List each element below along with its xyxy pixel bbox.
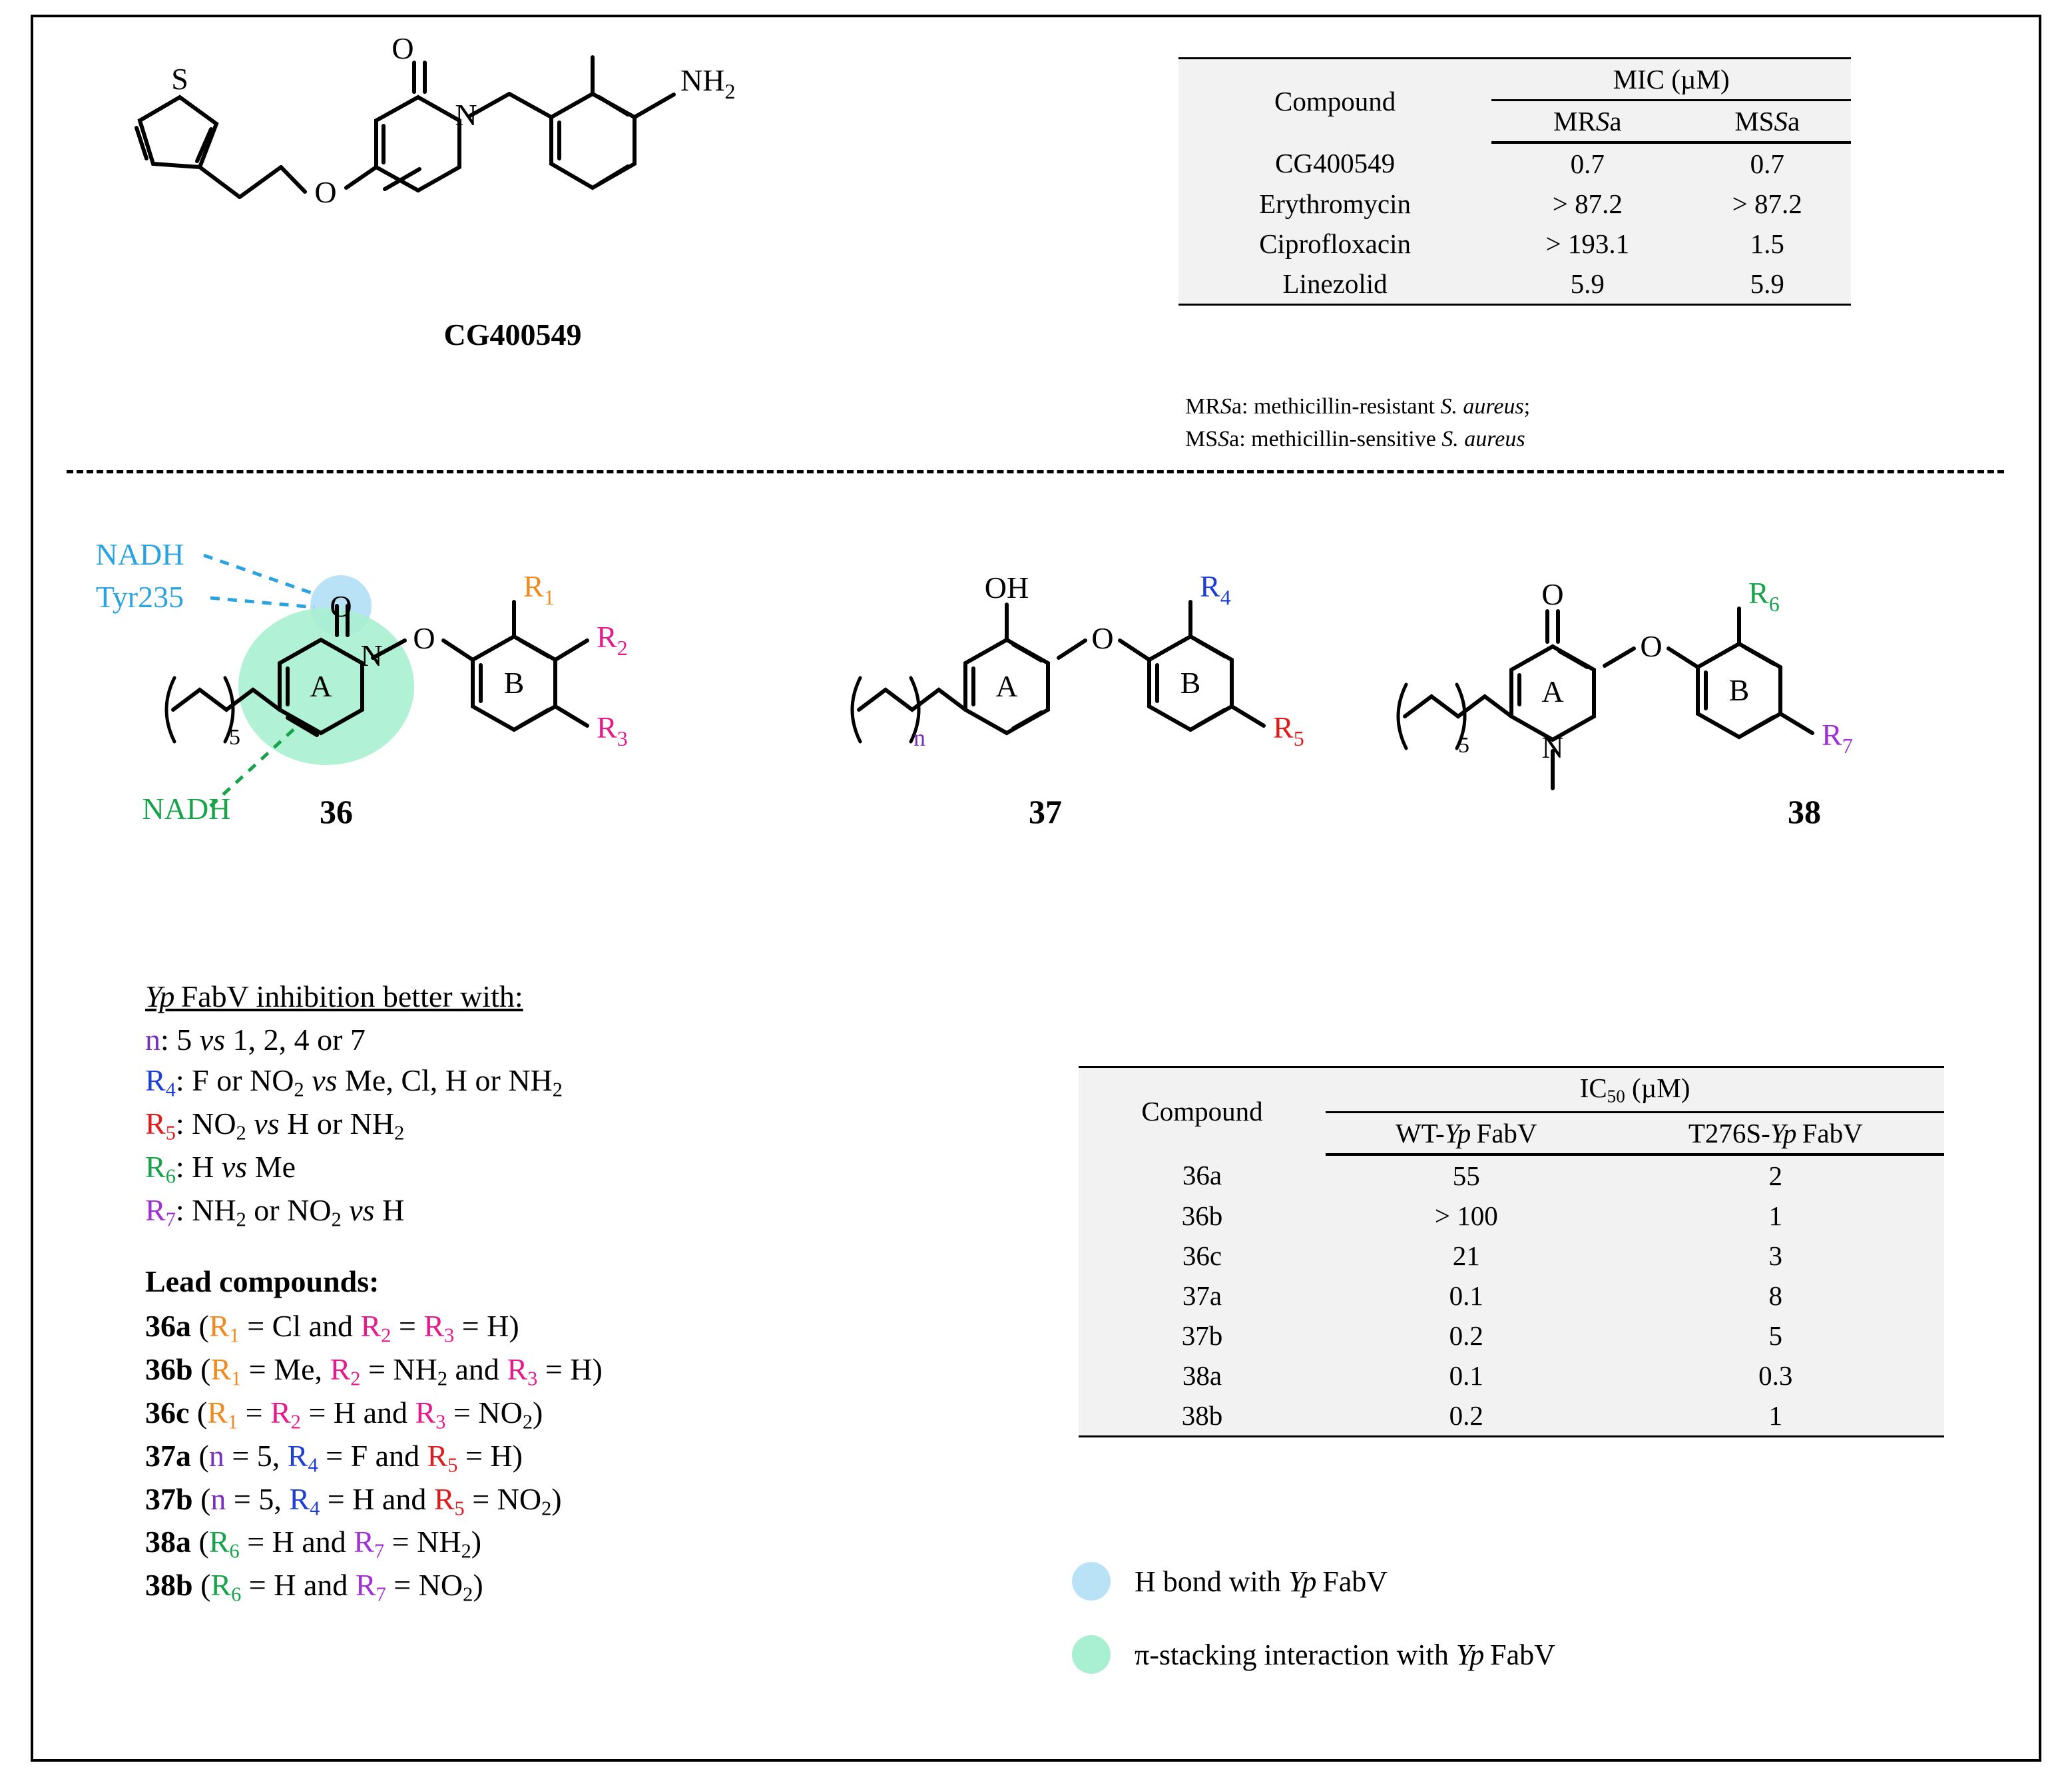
mic-header-mic: MIC (µM)	[1491, 59, 1851, 101]
ic50-cell-mut: 1	[1768, 1200, 1783, 1231]
table-row	[1079, 1196, 1944, 1236]
atom-label-o: O	[330, 589, 352, 623]
pistacking-color-swatch	[1072, 1635, 1111, 1674]
mic-cell-compound: Erythromycin	[1259, 188, 1411, 219]
atom-label-o-ether: O	[314, 175, 337, 209]
ic50-cell-compound: 38a	[1182, 1360, 1222, 1391]
table-row	[1079, 1396, 1944, 1437]
atom-label-o-ether: O	[1640, 629, 1663, 663]
ic50-cell-mut: 1	[1607, 1396, 1944, 1437]
ic50-header-mutant: T276S-Yp FabV	[1607, 1112, 1944, 1154]
mic-header-compound: Compound	[1178, 59, 1491, 143]
nadh-top-label: NADH	[95, 537, 184, 571]
chain-length-n-label: n	[913, 724, 925, 751]
hbond-color-swatch	[1072, 1562, 1111, 1601]
ic50-cell-compound: 36c	[1182, 1240, 1222, 1271]
table-row	[1178, 264, 1851, 305]
table-row	[1079, 1356, 1944, 1396]
legend-label-pistacking: π-stacking interaction with Yp FabV	[1135, 1638, 1555, 1671]
mic-cell-mrsa: 5.9	[1491, 264, 1683, 305]
ring-a-label: A	[1541, 674, 1564, 708]
table-row	[1079, 1316, 1944, 1356]
ic50-cell-wt: 0.2	[1326, 1396, 1607, 1437]
atom-label-o-carbonyl: O	[391, 31, 414, 65]
sar-line-r4: $R_4$: F or $NO_2$ vs Me, Cl, H or $NH_2$	[145, 1063, 563, 1101]
ic50-cell-compound: 36b	[1181, 1200, 1223, 1231]
ic50-cell-mut: 5	[1768, 1320, 1783, 1351]
atom-label-oh: OH	[984, 571, 1029, 605]
nadh-bottom-label: NADH	[142, 792, 231, 826]
ic50-cell-compound: 38b	[1079, 1396, 1326, 1437]
atom-label-o-ether: O	[413, 621, 435, 655]
mic-cell-mrsa: > 193.1	[1545, 228, 1630, 259]
cg400549-structure	[73, 31, 1112, 377]
ic50-cell-compound: 37a	[1182, 1280, 1222, 1311]
ic50-cell-mut: 0.3	[1758, 1360, 1793, 1391]
tyr235-label: Tyr235	[95, 580, 184, 614]
sar-line-n: n: 5 vs 1, 2, 4 or 7	[145, 1023, 366, 1057]
ic50-header-ic50: $IC_{50}$ (µM)	[1326, 1067, 1944, 1113]
mic-footnotes	[1185, 390, 1530, 456]
atom-label-n: N	[1541, 730, 1564, 764]
compound-38-label: 38	[1788, 793, 1821, 830]
scaffold-38	[1365, 523, 2004, 883]
ic50-cell-mut: 2	[1768, 1160, 1783, 1191]
ic50-cell-wt: 0.2	[1449, 1320, 1483, 1351]
ic50-table	[1079, 1066, 1944, 1437]
sar-line-r5: $R_5$: $NO_2$ vs H or $NH_2$	[145, 1107, 405, 1145]
sar-heading: Yp FabV inhibition better with:	[145, 979, 523, 1013]
ring-b-label: B	[1728, 673, 1750, 707]
table-row	[1178, 184, 1851, 224]
sar-line-r6: $R_6$: H vs Me	[145, 1150, 296, 1188]
mic-cell-compound: Ciprofloxacin	[1259, 228, 1411, 259]
mic-header-mssa: MSSa	[1683, 101, 1851, 143]
compound-36-label: 36	[320, 793, 353, 830]
table-row	[1178, 59, 1851, 101]
mic-footnote-2: MSSa: methicillin-sensitive S. aureus	[1185, 427, 1525, 452]
scaffold-36	[73, 523, 766, 883]
mic-table	[1178, 57, 1851, 306]
section-divider	[67, 470, 2004, 473]
cg400549-label: CG400549	[443, 318, 582, 352]
substituent-r6-label: $R_6$	[1748, 576, 1780, 616]
ic50-cell-mut: 8	[1768, 1280, 1783, 1311]
mic-cell-compound: CG400549	[1275, 148, 1396, 178]
compound-37-label: 37	[1029, 793, 1062, 830]
table-row	[1079, 1236, 1944, 1276]
sar-text-block	[145, 976, 603, 1608]
ic50-header-compound: Compound	[1079, 1067, 1326, 1154]
ring-a-label: A	[995, 669, 1018, 703]
mic-cell-mssa: 0.7	[1750, 148, 1784, 179]
table-row	[1079, 1154, 1944, 1196]
lead-compound-37a: 37a (n = 5, $R_4 = F$ and $R_5 = H$)	[145, 1438, 523, 1477]
ring-a-label: A	[310, 669, 332, 703]
legend-label-hbond: H bond with Yp FabV	[1135, 1565, 1388, 1598]
atom-label-o: O	[1541, 577, 1564, 611]
ic50-cell-wt: 0.1	[1449, 1360, 1483, 1391]
lead-compound-37b: 37b (n = 5, $R_4 = H$ and $R_5 = NO_2$)	[145, 1481, 562, 1520]
mic-footnote-1: MRSa: methicillin-resistant S. aureus;	[1185, 394, 1531, 419]
substituent-r7-label: $R_7$	[1822, 718, 1853, 758]
lead-compound-36b: 36b ($R_1 = Me$, $R_2 = NH_2$ and $R_3 = H$)	[145, 1352, 603, 1390]
atom-label-o-ether: O	[1091, 621, 1114, 655]
legend-item-pistacking	[1072, 1635, 1555, 1674]
atom-label-nh2: $NH_2$	[680, 63, 736, 103]
figure-frame	[31, 15, 2041, 1762]
substituent-r3-label: $R_3$	[597, 710, 628, 750]
substituent-r2-label: $R_2$	[597, 620, 628, 660]
scaffold-37	[819, 523, 1352, 883]
atom-label-n: N	[360, 638, 383, 672]
mic-cell-compound: Linezolid	[1178, 264, 1491, 305]
table-row	[1079, 1067, 1944, 1113]
substituent-r4-label: $R_4$	[1200, 569, 1231, 609]
ic50-cell-wt: 0.1	[1449, 1280, 1483, 1311]
table-row	[1079, 1276, 1944, 1316]
substituent-r1-label: $R_1$	[523, 569, 555, 609]
mic-cell-mssa: 5.9	[1683, 264, 1851, 305]
lead-compound-38a: 38a ($R_6 = H$ and $R_7 = NH_2$)	[145, 1525, 482, 1563]
legend-item-hbond	[1072, 1562, 1555, 1601]
ic50-cell-wt: > 100	[1434, 1200, 1498, 1231]
lead-compound-36c: 36c ($R_1 = R_2 = H$ and $R_3 = NO_2$)	[145, 1395, 543, 1433]
chain-length-label: 5	[1458, 733, 1469, 758]
atom-label-s: S	[171, 62, 188, 96]
substituent-r5-label: $R_5$	[1273, 710, 1304, 750]
mic-cell-mssa: > 87.2	[1732, 188, 1802, 219]
lead-compounds-heading: Lead compounds:	[145, 1264, 380, 1298]
ic50-cell-compound: 37b	[1181, 1320, 1223, 1351]
mic-cell-mrsa: 0.7	[1570, 148, 1605, 179]
lead-compound-36a: 36a ($R_1 = Cl$ and $R_2 = R_3 = H$)	[145, 1309, 519, 1347]
table-row	[1178, 224, 1851, 264]
ic50-cell-wt: 21	[1452, 1240, 1480, 1271]
mic-cell-mrsa: > 87.2	[1552, 188, 1623, 219]
ic50-header-wt: WT-Yp FabV	[1326, 1112, 1607, 1154]
ic50-cell-wt: 55	[1452, 1160, 1480, 1191]
ring-b-label: B	[503, 666, 525, 700]
sar-line-r7: $R_7$: $NH_2$ or $NO_2$ vs H	[145, 1192, 405, 1231]
chain-length-label: 5	[229, 725, 240, 750]
table-row	[1178, 142, 1851, 184]
ic50-cell-compound: 36a	[1182, 1159, 1222, 1190]
legend	[1072, 1562, 1555, 1708]
atom-label-n: N	[455, 98, 477, 132]
lead-compound-38b: 38b ($R_6 = H$ and $R_7 = NO_2$)	[145, 1568, 483, 1606]
mic-cell-mssa: 1.5	[1750, 228, 1784, 259]
mic-header-mrsa: MRSa	[1491, 101, 1683, 143]
ic50-cell-mut: 3	[1768, 1240, 1783, 1271]
ring-b-label: B	[1180, 666, 1201, 700]
